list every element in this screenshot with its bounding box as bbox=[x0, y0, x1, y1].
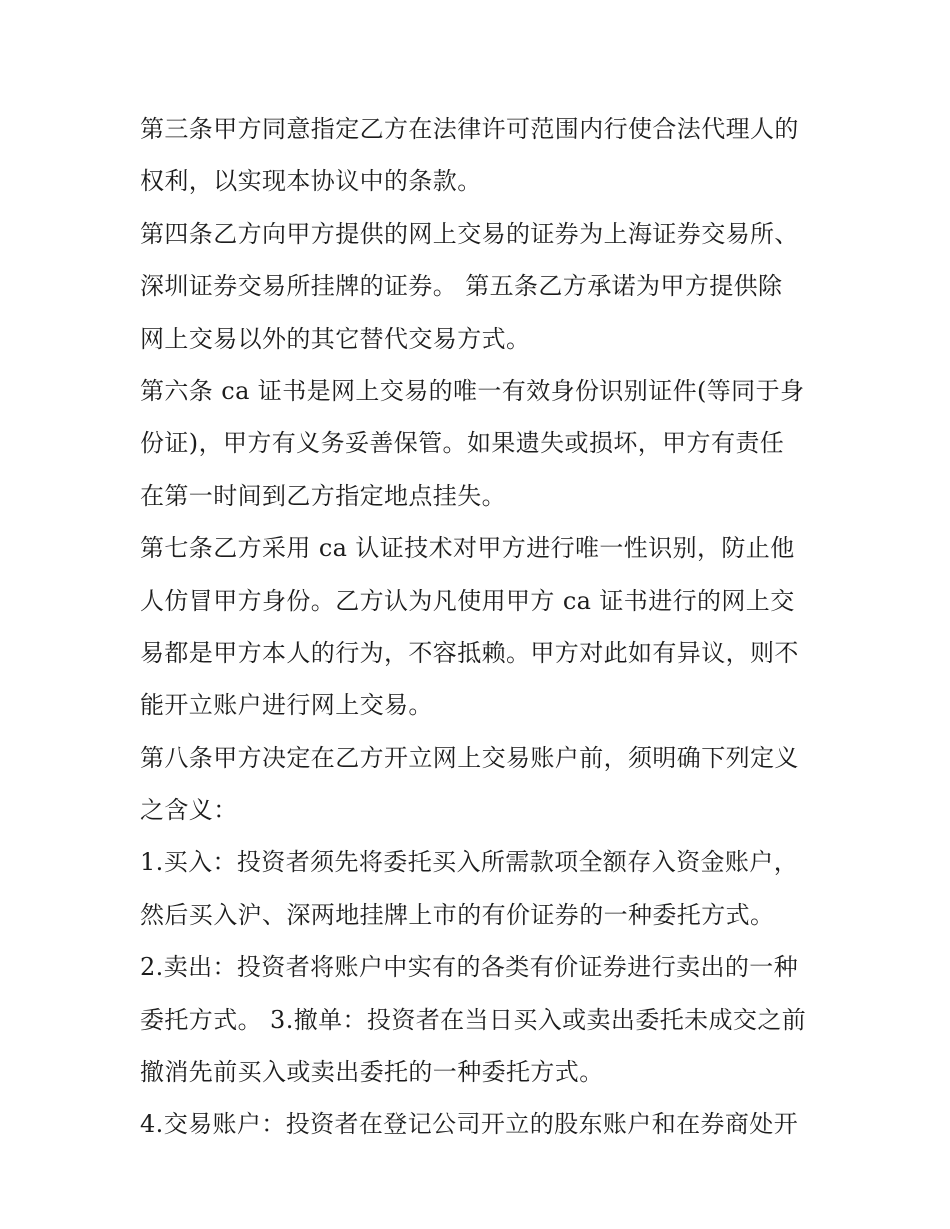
text-line: 第三条甲方同意指定乙方在法律许可范围内行使合法代理人的 bbox=[140, 115, 799, 143]
text-line: 第七条乙方采用 ca 认证技术对甲方进行唯一性识别，防止他 bbox=[140, 534, 795, 563]
text-line: 网上交易以外的其它替代交易方式。 bbox=[140, 324, 531, 353]
text-line: 委托方式。 3.撤单：投资者在当日买入或卖出委托未成交之前 bbox=[140, 1005, 807, 1034]
text-line: 2.卖出：投资者将账户中实有的各类有价证券进行卖出的一种 bbox=[140, 953, 799, 982]
text-line: 第四条乙方向甲方提供的网上交易的证券为上海证券交易所、 bbox=[140, 219, 799, 248]
text-line: 第八条甲方决定在乙方开立网上交易账户前，须明确下列定义 bbox=[140, 743, 799, 772]
document-body bbox=[140, 103, 820, 1151]
text-line: 1.买入：投资者须先将委托买入所需款项全额存入资金账户， bbox=[140, 848, 799, 877]
text-line: 易都是甲方本人的行为，不容抵赖。甲方对此如有异议，则不 bbox=[140, 638, 799, 667]
text-line: 深圳证券交易所挂牌的证券。 第五条乙方承诺为甲方提供除 bbox=[140, 272, 783, 301]
text-line: 权利，以实现本协议中的条款。 bbox=[140, 167, 482, 196]
text-line: 然后买入沪、深两地挂牌上市的有价证券的一种委托方式。 bbox=[140, 900, 775, 929]
text-line: 份证)，甲方有义务妥善保管。如果遗失或损坏，甲方有责任 bbox=[140, 429, 785, 458]
text-line: 第六条 ca 证书是网上交易的唯一有效身份识别证件(等同于身 bbox=[140, 376, 805, 405]
text-line: 能开立账户进行网上交易。 bbox=[140, 691, 433, 720]
text-line: 在第一时间到乙方指定地点挂失。 bbox=[140, 481, 506, 510]
text-line: 撤消先前买入或卖出委托的一种委托方式。 bbox=[140, 1058, 604, 1087]
text-line: 4.交易账户：投资者在登记公司开立的股东账户和在券商处开 bbox=[140, 1110, 799, 1139]
text-line: 人仿冒甲方身份。乙方认为凡使用甲方 ca 证书进行的网上交 bbox=[140, 586, 795, 615]
text-line: 之含义： bbox=[140, 796, 238, 825]
